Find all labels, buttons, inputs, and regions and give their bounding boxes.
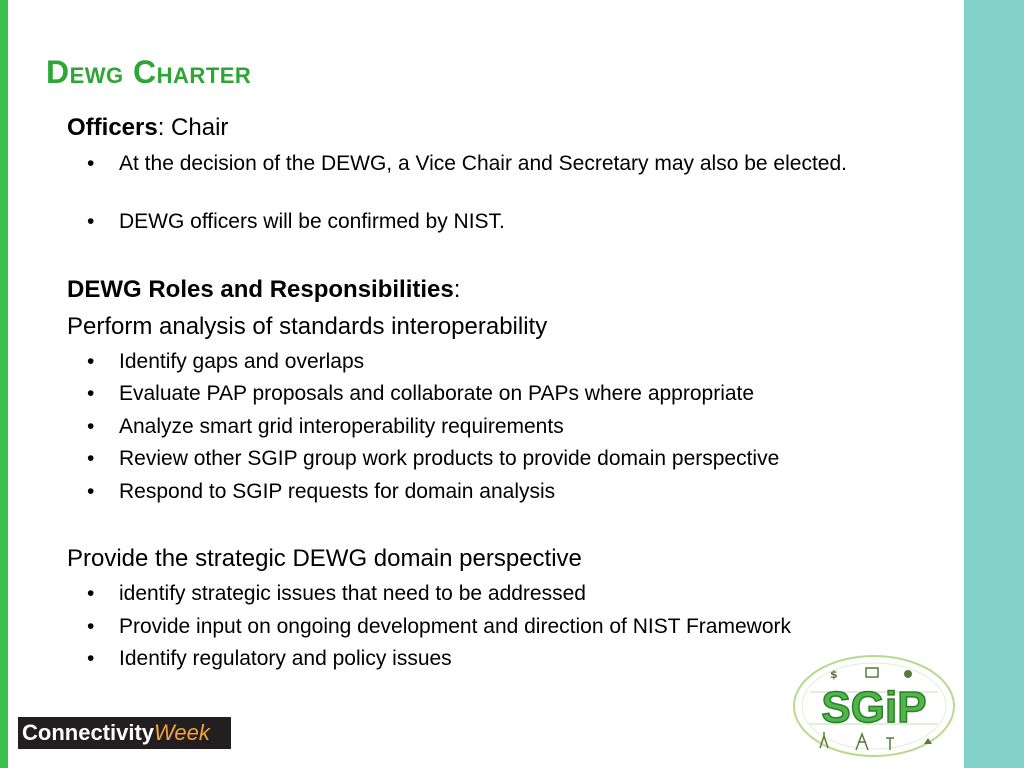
bullet-dot: • (87, 350, 95, 373)
analysis-heading: Perform analysis of standards interoperability (67, 313, 548, 340)
bullet-dot: • (87, 647, 95, 670)
bullet-dot: • (87, 415, 95, 438)
bullet-text: Provide input on ongoing development and direction of NIST Framework (119, 615, 791, 638)
bullet-text: Review other SGIP group work products to provide domain perspective (119, 447, 780, 470)
bullet-dot: • (87, 210, 95, 233)
bullet-text: Evaluate PAP proposals and collaborate on PAPs where appropriate (119, 382, 755, 405)
sgip-logo (790, 652, 958, 760)
right-accent-panel (964, 0, 1024, 768)
bullet-text: Identify gaps and overlaps (119, 350, 365, 373)
officers-suffix: : Chair (157, 114, 229, 141)
officers-label: Officers (67, 114, 158, 141)
officers-line (67, 114, 228, 142)
roles-heading-label: DEWG Roles and Responsibilities (67, 276, 454, 303)
slide-title: Dewg Charter (46, 54, 252, 90)
roles-heading-suffix: : (453, 276, 461, 303)
bullet-text: Analyze smart grid interoperability requirements (119, 415, 564, 438)
bullet-dot: • (87, 480, 95, 503)
roles-heading (67, 276, 460, 304)
connectivity-week-logo (18, 717, 231, 749)
bullet-text: identify strategic issues that need to be addressed (119, 582, 586, 605)
week-word: Week (154, 720, 210, 745)
bullet-dot: • (87, 382, 95, 405)
dollar-icon: $ (830, 668, 838, 681)
bullet-text: Identify regulatory and policy issues (119, 647, 452, 670)
bullet-dot: • (87, 447, 95, 470)
sgip-logo-text: SGiP (821, 683, 927, 732)
strategic-heading: Provide the strategic DEWG domain perspective (67, 545, 582, 572)
bullet-text: DEWG officers will be confirmed by NIST. (119, 210, 505, 233)
bullet-dot: • (87, 582, 95, 605)
bullet-text: At the decision of the DEWG, a Vice Chair and Secretary may also be elected. (119, 152, 847, 175)
left-accent-bar (0, 0, 8, 768)
bullet-dot: • (87, 615, 95, 638)
lightbulb-icon (904, 670, 912, 678)
bullet-dot: • (87, 152, 95, 175)
bullet-text: Respond to SGIP requests for domain analysis (119, 480, 556, 503)
connectivity-word: Connectivity (22, 720, 155, 745)
